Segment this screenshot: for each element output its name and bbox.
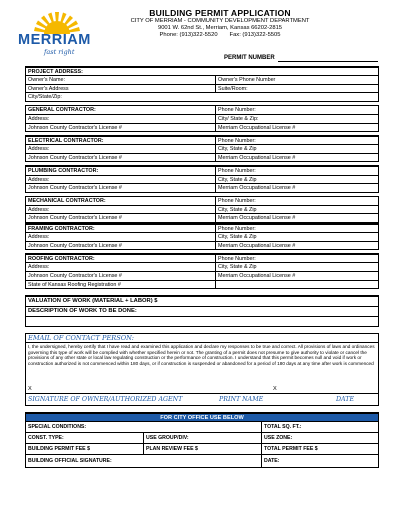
contractor-city-field[interactable]: City, State & Zip [218, 264, 257, 271]
occupational-license-field[interactable]: Merriam Occupational License # [218, 124, 296, 131]
occupational-license-field[interactable]: Merriam Occupational License # [218, 215, 296, 222]
permit-number-field[interactable] [278, 61, 378, 62]
county-license-field[interactable]: Johnson County Contractor's License # [26, 242, 216, 250]
contractor-city-field[interactable]: City, State & Zip [218, 206, 257, 213]
contractor-address-row [25, 176, 379, 185]
contractor-address-field[interactable]: Address: [26, 176, 216, 184]
contractor-heading-row [25, 106, 379, 115]
contractor-address-row [25, 145, 379, 154]
contractor-address-field[interactable]: Address: [26, 115, 216, 123]
permit-number-label: PERMIT NUMBER [224, 55, 275, 61]
office-row-special [25, 422, 379, 433]
contractor-phone-field[interactable]: Phone Number: [218, 225, 256, 232]
contractor-phone-field[interactable]: Phone Number: [218, 255, 256, 262]
roofing-registration-row [25, 281, 379, 290]
signature-labels [25, 394, 379, 406]
contractor-phone-field[interactable]: Phone Number: [218, 198, 256, 205]
contractor-license-row [25, 154, 379, 163]
contractor-address-field[interactable]: Address: [26, 233, 216, 241]
contractor-name-field[interactable]: GENERAL CONTRACTOR: [26, 106, 216, 114]
contractor-heading-row [25, 167, 379, 176]
description-continuation-field[interactable] [26, 317, 378, 326]
owner-signature-label: SIGNATURE OF OWNER/AUTHORIZED AGENT [28, 396, 183, 404]
project-address-label: PROJECT ADDRESS: [28, 68, 83, 75]
county-license-field[interactable]: Johnson County Contractor's License # [26, 214, 216, 222]
occupational-license-field[interactable]: Merriam Occupational License # [218, 242, 296, 249]
contractor-heading-row [25, 255, 379, 264]
signature-marks [28, 387, 380, 393]
suite-room-field[interactable]: Suite/Room: [218, 85, 248, 92]
merriam-logo [18, 6, 98, 56]
department-address: 9001 W. 62nd St., Merriam, Kansas 66202-2815 [157, 25, 283, 32]
contractor-city-field[interactable]: City, State & Zip [218, 176, 257, 183]
office-row-fees [25, 444, 379, 455]
contractor-phone-field[interactable]: Phone Number: [218, 167, 256, 174]
valuation-row [25, 297, 379, 307]
roofing-registration-field[interactable]: State of Kansas Roofing Registration # [26, 281, 216, 289]
contractor-address-row [25, 115, 379, 124]
project-address-row[interactable] [25, 68, 379, 77]
plan-review-fee-field[interactable]: PLAN REVIEW FEE $ [144, 444, 262, 454]
contractor-address-row [25, 233, 379, 242]
city-state-zip-field[interactable]: City/State/Zip: [28, 94, 62, 101]
owner-address-row [25, 85, 379, 94]
contractor-name-field[interactable]: FRAMING CONTRACTOR: [26, 225, 216, 233]
contractor-address-field[interactable]: Address: [26, 145, 216, 153]
county-license-field[interactable]: Johnson County Contractor's License # [26, 154, 216, 162]
contractor-city-field[interactable]: City, State & Zip [218, 234, 257, 241]
city-state-zip-row [25, 93, 379, 102]
special-conditions-field[interactable]: SPECIAL CONDITIONS: [26, 422, 262, 432]
total-sqft-field[interactable]: TOTAL SQ. FT.: [264, 424, 302, 431]
contractor-name-field[interactable]: MECHANICAL CONTRACTOR: [26, 197, 216, 205]
const-type-field[interactable]: CONST. TYPE: [26, 433, 144, 443]
sun-icon [32, 6, 82, 34]
certification-text: I, the undersigned, hereby certify that I have read and examined this application and declare my responses to be true and correct. All provisions of laws and ordinances governing this type of work will be complied with whether specified herein or not. The granting of a permit does not presume to give authority to violate or cancel the provisions of any other state or local law regulating construction or the performance of construction. I understand that this permit becomes null and void if work or construction authorized is not commenced within 180 days, or if construction is suspended or abandoned for a period of 180 days at any time after work is commenced [28, 344, 375, 366]
county-license-field[interactable]: Johnson County Contractor's License # [26, 272, 216, 280]
owner-phone-field[interactable]: Owner's Phone Number [218, 77, 276, 84]
owner-name-row [25, 76, 379, 85]
description-field[interactable]: DESCRIPTION OF WORK TO BE DONE: [28, 307, 137, 314]
contractor-heading-row [25, 137, 379, 146]
contractor-address-field[interactable]: Address: [26, 263, 216, 271]
contractor-address-row [25, 206, 379, 215]
official-signature-field[interactable]: BUILDING OFFICIAL SIGNATURE: [26, 455, 262, 467]
phone-number: Phone: (913)322-5520 [159, 32, 218, 39]
print-name-label: PRINT NAME [219, 396, 264, 404]
contractor-address-field[interactable]: Address: [26, 206, 216, 214]
contractor-address-row [25, 263, 379, 272]
use-group-field[interactable]: USE GROUP/DIV: [144, 433, 262, 443]
department-name: CITY OF MERRIAM - COMMUNITY DEVELOPMENT DEPARTMENT [130, 18, 310, 24]
county-license-field[interactable]: Johnson County Contractor's License # [26, 124, 216, 132]
application-form [25, 66, 379, 468]
email-contact-field[interactable]: EMAIL OF CONTACT PERSON: [25, 334, 379, 343]
owner-address-field[interactable]: Owner's Address [26, 85, 216, 93]
office-row-signature [25, 455, 379, 468]
fax-number: Fax: (913)322-5505 [229, 32, 281, 39]
contact-numbers [100, 32, 340, 39]
contractor-phone-field[interactable]: Phone Number: [218, 137, 256, 144]
date-label: DATE [336, 396, 355, 404]
total-fee-field[interactable]: TOTAL PERMIT FEE $ [264, 446, 318, 453]
county-license-field[interactable]: Johnson County Contractor's License # [26, 184, 216, 192]
contractor-license-row [25, 184, 379, 193]
description-row [25, 307, 379, 317]
contractor-name-field[interactable]: ROOFING CONTRACTOR: [26, 255, 216, 263]
owner-signature-x[interactable]: X [28, 385, 32, 392]
contractor-license-row [25, 124, 379, 133]
building-fee-field[interactable]: BUILDING PERMIT FEE $ [26, 444, 144, 454]
logo-wordmark: MERRIAM [18, 32, 91, 48]
owner-name-field[interactable]: Owner's Name: [26, 76, 216, 84]
official-date-field[interactable]: DATE: [264, 458, 280, 465]
use-zone-field[interactable]: USE ZONE: [264, 435, 293, 442]
contractor-license-row [25, 272, 379, 281]
contractor-name-field[interactable]: ELECTRICAL CONTRACTOR: [26, 137, 216, 145]
contractor-city-field[interactable]: City, State & Zip [218, 146, 257, 153]
occupational-license-field[interactable]: Merriam Occupational License # [218, 185, 296, 192]
form-header [100, 8, 340, 40]
logo-tagline: fast right [44, 48, 75, 56]
contractor-heading-row [25, 197, 379, 206]
certification-statement [25, 343, 379, 394]
contractor-heading-row [25, 225, 379, 234]
contractor-license-row [25, 242, 379, 251]
print-name-x[interactable]: X [273, 385, 277, 392]
form-title: BUILDING PERMIT APPLICATION [149, 8, 291, 18]
contractor-city-field[interactable]: City/ State & Zip: [218, 115, 259, 122]
valuation-field[interactable]: VALUATION OF WORK (MATERIAL + LABOR) $ [28, 297, 158, 304]
occupational-license-field[interactable]: Merriam Occupational License # [218, 154, 296, 161]
contractor-license-row [25, 214, 379, 223]
occupational-license-field[interactable]: Merriam Occupational License # [218, 272, 296, 279]
office-use-heading: FOR CITY OFFICE USE BELOW [25, 414, 379, 423]
description-blank-row [25, 317, 379, 327]
contractor-name-field[interactable]: PLUMBING CONTRACTOR: [26, 167, 216, 175]
office-row-type [25, 433, 379, 444]
contractor-phone-field[interactable]: Phone Number: [218, 107, 256, 114]
